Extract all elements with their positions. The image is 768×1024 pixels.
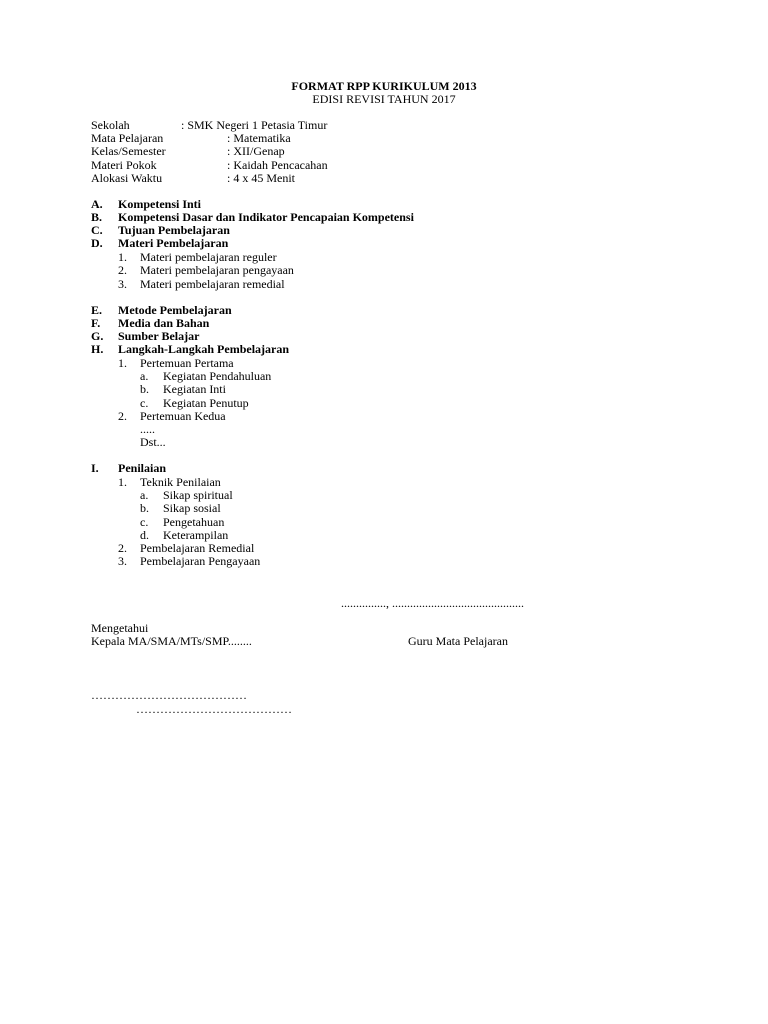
assessment-text: Pengetahuan [163,515,225,529]
section-d-item-number: 3. [118,277,127,291]
meeting-1-title: Pertemuan Pertama [140,356,234,370]
section-f-marker: F. [91,316,101,330]
identity-label-kelas: Kelas/Semester [91,144,166,158]
identity-label-materi: Materi Pokok [91,158,157,172]
section-i-heading: Penilaian [118,461,167,475]
section-h-heading: Langkah-Langkah Pembelajaran [118,342,290,356]
section-e-heading: Metode Pembelajaran [118,303,232,317]
identity-label-mapel: Mata Pelajaran [91,131,164,145]
section-d-marker: D. [91,236,103,250]
assessment-technique-number: 1. [118,475,127,489]
enrichment-text: Pembelajaran Pengayaan [140,554,261,568]
meeting-1-number: 1. [118,356,127,370]
assessment-letter: a. [140,488,149,502]
activity-letter: a. [140,369,149,383]
section-d-item-number: 1. [118,250,127,264]
section-a-heading: Kompetensi Inti [118,197,202,211]
section-g-heading: Sumber Belajar [118,329,200,343]
section-i-marker: I. [91,461,99,475]
section-b-heading: Kompetensi Dasar dan Indikator Pencapaian Kompetensi [118,210,414,224]
section-c-marker: C. [91,223,103,237]
activity-letter: b. [140,382,149,396]
meeting-2-title: Pertemuan Kedua [140,409,226,423]
principal-signature-line: ………………………………… [91,688,247,702]
meeting-2-dots: ..... [140,422,155,436]
section-d-item-number: 2. [118,263,127,277]
section-d-item-text: Materi pembelajaran pengayaan [140,263,294,277]
identity-value-alokasi: : 4 x 45 Menit [227,171,295,185]
activity-letter: c. [140,396,149,410]
identity-value-kelas: : XII/Genap [227,144,285,158]
identity-label-sekolah: Sekolah [91,118,130,132]
identity-value-mapel: : Matematika [227,131,291,145]
place-date-line: ..............., ............................................ [341,596,524,610]
assessment-letter: d. [140,528,149,542]
section-d-item-text: Materi pembelajaran remedial [140,277,285,291]
section-a-marker: A. [91,197,103,211]
assessment-technique-title: Teknik Penilaian [140,475,221,489]
identity-value-sekolah: : SMK Negeri 1 Petasia Timur [181,118,328,132]
section-g-marker: G. [91,329,104,343]
activity-text: Kegiatan Pendahuluan [163,369,272,383]
section-b-marker: B. [91,210,103,224]
section-c-heading: Tujuan Pembelajaran [118,223,230,237]
assessment-text: Sikap spiritual [163,488,233,502]
section-h-marker: H. [91,342,104,356]
assessment-text: Keterampilan [163,528,229,542]
meeting-2-dst: Dst... [140,435,166,449]
section-d-item-text: Materi pembelajaran reguler [140,250,277,264]
remedial-text: Pembelajaran Remedial [140,541,255,555]
assessment-letter: c. [140,515,149,529]
identity-label-alokasi: Alokasi Waktu [91,171,163,185]
activity-text: Kegiatan Penutup [163,396,249,410]
teacher-signature-line: ………………………………… [136,702,292,716]
document-title: FORMAT RPP KURIKULUM 2013 [291,79,477,93]
principal-label: Kepala MA/SMA/MTs/SMP........ [91,634,252,648]
enrichment-number: 3. [118,554,127,568]
remedial-number: 2. [118,541,127,555]
identity-value-materi: : Kaidah Pencacahan [227,158,328,172]
section-f-heading: Media dan Bahan [118,316,210,330]
section-d-heading: Materi Pembelajaran [118,236,229,250]
activity-text: Kegiatan Inti [163,382,226,396]
assessment-text: Sikap sosial [163,501,221,515]
document-subtitle: EDISI REVISI TAHUN 2017 [312,92,456,106]
mengetahui-label: Mengetahui [91,621,149,635]
assessment-letter: b. [140,501,149,515]
teacher-label: Guru Mata Pelajaran [408,634,508,648]
section-e-marker: E. [91,303,103,317]
meeting-2-number: 2. [118,409,127,423]
